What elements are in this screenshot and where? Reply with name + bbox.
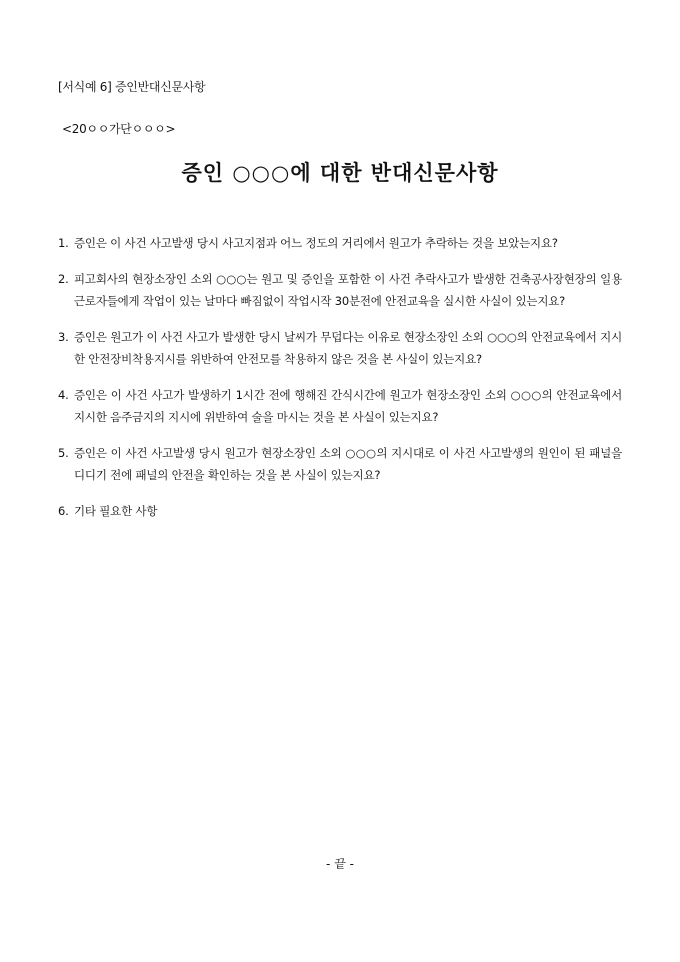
question-text: 증인은 원고가 이 사건 사고가 발생한 당시 날씨가 무덥다는 이유로 현장소장인 소외 ○○○의 안전교육에서 지시한 안전장비착용지시를 위반하여 안전모를 착용하지 않은 것을 본 사실이 있는지요? <box>74 330 622 366</box>
question-text: 기타 필요한 사항 <box>74 504 158 518</box>
case-number: <20ㅇㅇ가단ㅇㅇㅇ> <box>62 122 176 136</box>
document-title: 증인 ○○○에 대한 반대신문사항 <box>181 160 499 185</box>
question-list <box>58 232 622 536</box>
question-number: 4. <box>58 388 69 402</box>
question-number: 1. <box>58 236 69 250</box>
question-item-5 <box>58 442 622 486</box>
end-mark: - 끝 - <box>326 857 354 871</box>
question-number: 2. <box>58 272 69 286</box>
question-text: 증인은 이 사건 사고발생 당시 사고지점과 어느 정도의 거리에서 원고가 추락하는 것을 보았는지요? <box>74 236 558 250</box>
question-number: 5. <box>58 446 69 460</box>
question-number: 3. <box>58 330 69 344</box>
question-item-2 <box>58 268 622 312</box>
question-item-1 <box>58 232 622 254</box>
question-item-6 <box>58 500 622 522</box>
question-text: 증인은 이 사건 사고가 발생하기 1시간 전에 행해진 간식시간에 원고가 현장소장인 소외 ○○○의 안전교육에서 지시한 음주금지의 지시에 위반하여 술을 마시는 것을 본 사실이 있는지요? <box>74 388 622 424</box>
question-item-3 <box>58 326 622 370</box>
form-label: [서식예 6] 증인반대신문사항 <box>58 80 206 94</box>
question-text: 피고회사의 현장소장인 소외 ○○○는 원고 및 증인을 포함한 이 사건 추락사고가 발생한 건축공사장현장의 일용근로자들에게 작업이 있는 날마다 빠짐없이 작업시작 30분전에 안전교육을 실시한 사실이 있는지요? <box>74 272 622 308</box>
question-text: 증인은 이 사건 사고발생 당시 원고가 현장소장인 소외 ○○○의 지시대로 이 사건 사고발생의 원인이 된 패널을 디디기 전에 패널의 안전을 확인하는 것을 본 사실이 있는지요? <box>74 446 622 482</box>
question-number: 6. <box>58 504 69 518</box>
question-item-4 <box>58 384 622 428</box>
